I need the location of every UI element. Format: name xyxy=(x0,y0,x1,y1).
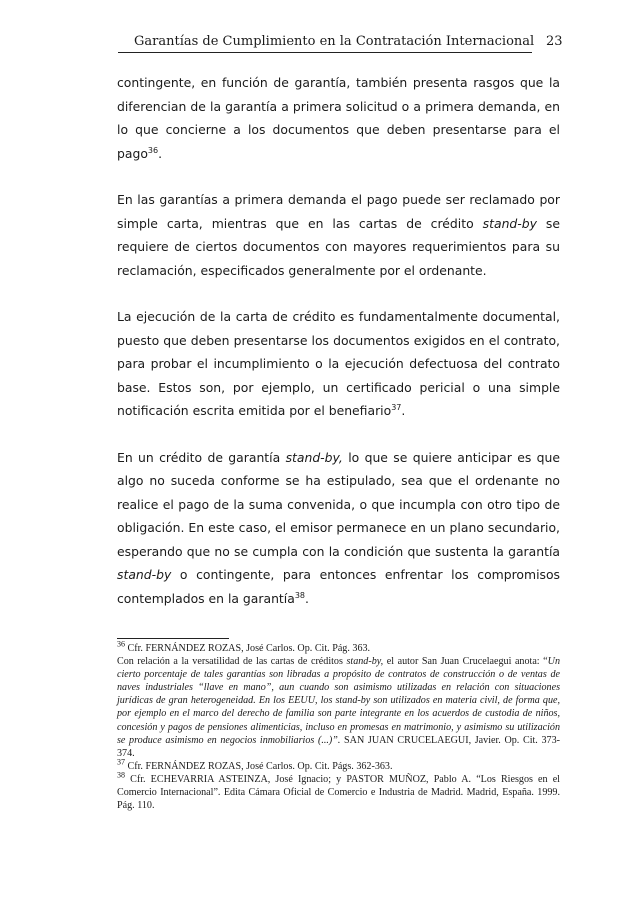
paragraph-4-end: . xyxy=(305,590,309,606)
paragraph-3-end: . xyxy=(401,403,406,418)
footnote-38 xyxy=(117,770,560,812)
header-rule xyxy=(118,52,532,53)
footnote-37-text: Cfr. FERNÁNDEZ ROZAS, José Carlos. Op. Cit. Págs. 362-363. xyxy=(125,760,393,772)
footnote-36 xyxy=(117,639,560,655)
paragraph-1-end: . xyxy=(158,145,163,161)
footnote-36-citation: Cfr. FERNÁNDEZ ROZAS, José Carlos. Op. Cit. Pág. 363. xyxy=(125,643,371,654)
paragraph-1-text: contingente, en función de garantía, también presenta rasgos que la diferencian de la garantía a primera solicitud o a primera demanda, en lo que concierne a los documentos que deben presentarse para el pago xyxy=(117,75,560,161)
paragraph-2 xyxy=(117,188,560,282)
footnote-36-emphasis: stand-by, xyxy=(346,656,384,668)
footnote-38-text: Cfr. ECHEVARRIA ASTEINZA, José Ignacio; y PASTOR MUÑOZ, Pablo A. “Los Riesgos en el Comercio Internacional”. Edita Cámara Oficial de Comercio e Industria de Madrid. Madrid, España. 1999. Pág. 110. xyxy=(117,773,560,812)
footnote-ref-36[interactable]: 36 xyxy=(147,145,159,155)
footnote-36-source: SAN JUAN CRUCELAEGUI, Javier. Op. Cit. 373-374. xyxy=(117,734,560,759)
body-text xyxy=(117,71,560,633)
paragraph-4 xyxy=(117,446,560,611)
paragraph-3 xyxy=(117,305,560,423)
footnote-36-number: 36 xyxy=(117,639,125,649)
footnote-37-number: 37 xyxy=(117,757,125,767)
paragraph-4-text-b: lo que se quiere anticipar es que algo no suceda conforme se ha estipulado, sea que el ordenante no realice el pago de la suma convenida, o que incumpla con otro tipo de obligación. En este caso, el emisor permanece en un plano secundario, esperando que no se cumpla con la condición que sustenta la garantía xyxy=(117,449,560,559)
footnote-38-number: 38 xyxy=(117,770,125,780)
paragraph-4-text-c: o contingente, para entonces enfrentar los compromisos contemplados en la garantía xyxy=(117,567,560,606)
footnote-36-commentary xyxy=(117,655,560,760)
footnote-ref-38[interactable]: 38 xyxy=(294,590,306,600)
paragraph-2-text-b: se requiere de ciertos documentos con mayores requerimientos para su reclamación, especificados generalmente por el ordenante. xyxy=(117,215,560,278)
paragraph-4-text-a: En un crédito de garantía xyxy=(117,449,286,465)
running-header xyxy=(134,34,563,56)
page-number: 23 xyxy=(546,34,563,49)
paragraph-2-emphasis: stand-by xyxy=(482,215,537,231)
header-title: Garantías de Cumplimiento en la Contratación Internacional xyxy=(134,34,535,49)
footnotes xyxy=(117,639,560,812)
footnote-separator xyxy=(117,638,229,639)
paragraph-3-text: La ejecución de la carta de crédito es fundamentalmente documental, puesto que deben presentarse los documentos exigidos en el contrato, para probar el incumplimiento o la ejecución defectuosa del contrato base. Estos son, por ejemplo, un certificado pericial o una simple notificación escrita emitida por el benefiario xyxy=(117,309,560,418)
footnote-ref-37[interactable]: 37 xyxy=(391,402,402,412)
paragraph-4-emphasis-2: stand-by xyxy=(117,567,172,582)
footnote-36-intro: Con relación a la versatilidad de las cartas de créditos xyxy=(117,656,347,668)
footnote-37 xyxy=(117,757,560,773)
footnote-36-intro-b: el autor San Juan Crucelaegui anota: “ xyxy=(383,656,548,668)
paragraph-1 xyxy=(117,71,560,165)
footnote-36-quote: Un cierto porcentaje de tales garantías son libradas a propósito de contratos de construcción o de ventas de naves industriales “llave en mano”, aun cuando son asimismo utilizadas en relación con situaciones jurídicas de gran heterogeneidad. En los EEUU, los stand-by son utilizados en materia civil, de forma que, por ejemplo en el marco del derecho de familia son parte integrante en los acuerdos de custodia de niños, concesión y pagos de pensiones alimenticias, incluso en promesas en matrimonio, y asimismo su utilización se produce asimismo en negocios inmobiliarios (...)”. xyxy=(117,656,560,746)
paragraph-4-emphasis-1: stand-by, xyxy=(285,449,343,465)
paragraph-2-text-a: En las garantías a primera demanda el pago puede ser reclamado por simple carta, mientras que en las cartas de crédito xyxy=(117,192,560,231)
